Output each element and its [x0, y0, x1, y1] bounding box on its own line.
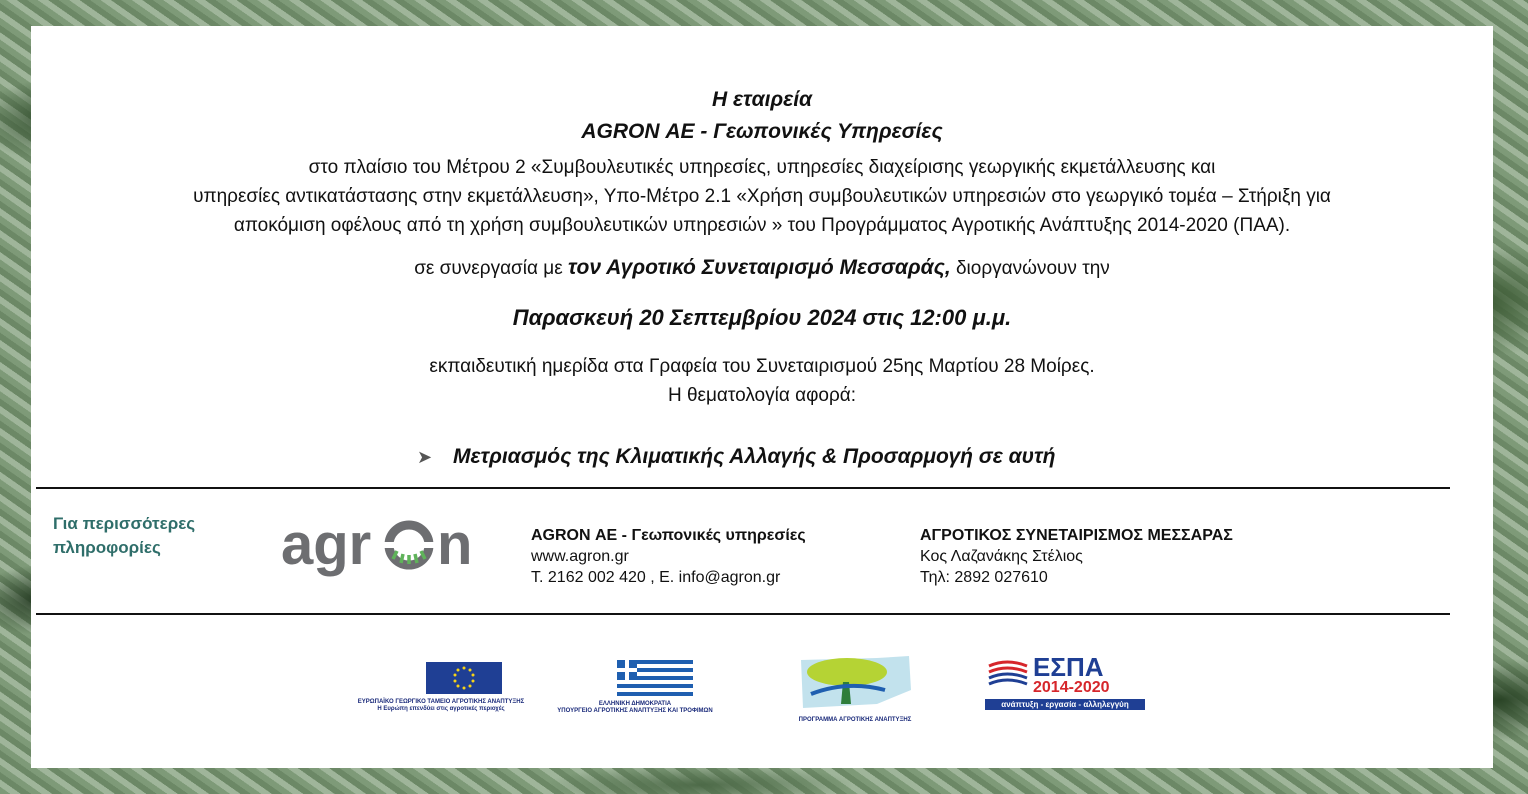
- intro-line-3: αποκόμιση οφέλους από τη χρήση συμβουλευτικών υπηρεσιών » του Προγράμματος Αγροτικής Ανάπτυξης 2014-2020 (ΠΑΑ).: [233, 215, 1291, 236]
- arrow-bullet-icon: ➤: [417, 447, 433, 467]
- more-info-line-2: πληροφορίες: [53, 538, 161, 557]
- gr-caption-1: ΕΛΛΗΝΙΚΗ ΔΗΜΟΚΡΑΤΙΑ: [598, 701, 672, 707]
- agron-contact: [531, 525, 806, 588]
- eu-caption-1: ΕΥΡΩΠΑΪΚΟ ΓΕΩΡΓΙΚΟ ΤΑΜΕΙΟ ΑΓΡΟΤΙΚΗΣ ΑΝΑΠΤΥΞΗΣ: [357, 699, 525, 705]
- coop-contact-title: ΑΓΡΟΤΙΚΟΣ ΣΥΝΕΤΑΙΡΙΣΜΟΣ ΜΕΣΣΑΡΑΣ: [920, 527, 1233, 544]
- invitation-card: [31, 26, 1493, 768]
- company-name: AGRON ΑΕ - Γεωπονικές Υπηρεσίες: [581, 120, 943, 143]
- topic-text: Μετριασμός της Κλιματικής Αλλαγής & Προσαρμογή σε αυτή: [453, 445, 1056, 468]
- eu-flag-icon: [426, 662, 502, 694]
- coop-contact: [920, 525, 1233, 588]
- greek-ministry-logo: [557, 654, 713, 715]
- divider-bottom: [36, 613, 1450, 615]
- agron-sun-icon: [383, 525, 435, 565]
- seminar-info: [31, 352, 1493, 410]
- eu-caption-2: Η Ευρώπη επενδύει στις αγροτικές περιοχές: [377, 706, 505, 712]
- espa-stripes-icon: [985, 660, 1029, 690]
- event-date: Παρασκευή 20 Σεπτεμβρίου 2024 στις 12:00 μ.μ.: [512, 305, 1012, 330]
- intro-line-1: στο πλαίσιο του Μέτρου 2 «Συμβουλευτικές υπηρεσίες, υπηρεσίες διαχείρισης γεωργικής εκμετάλλευσης και: [308, 157, 1216, 178]
- agron-contact-title: AGRON ΑΕ - Γεωπονικές υπηρεσίες: [531, 527, 806, 544]
- intro-paragraph: [31, 153, 1493, 240]
- paa-caption: ΠΡΟΓΡΑΜΜΑ ΑΓΡΟΤΙΚΗΣ ΑΝΑΠΤΥΞΗΣ: [798, 717, 912, 723]
- seminar-line-1: εκπαιδευτική ημερίδα στα Γραφεία του Συνεταιρισμού 25ης Μαρτίου 28 Μοίρες.: [429, 356, 1095, 377]
- espa-slogan: ανάπτυξη - εργασία - αλληλεγγύη: [985, 699, 1145, 710]
- seminar-line-2: Η θεματολογία αφορά:: [667, 385, 857, 406]
- espa-title: ΕΣΠΑ: [1033, 652, 1104, 682]
- cooperation-suffix: διοργανώνουν την: [955, 258, 1110, 279]
- more-info-label: [53, 512, 195, 560]
- intro-line-2: υπηρεσίες αντικατάστασης στην εκμετάλλευση», Υπο-Μέτρο 2.1 «Χρήση συμβουλευτικών υπηρεσιών στο γεωργικό τομέα – Στήριξη για: [193, 186, 1331, 207]
- paa-logo: [795, 654, 915, 724]
- agron-logo: [281, 512, 491, 582]
- agron-website-link[interactable]: www.agron.gr: [531, 548, 629, 565]
- agron-logo-text-left: agr: [281, 512, 372, 577]
- eu-logo: [357, 654, 525, 713]
- coop-contact-phone: Τηλ: 2892 027610: [920, 569, 1048, 586]
- gr-caption-2: ΥΠΟΥΡΓΕΙΟ ΑΓΡΟΤΙΚΗΣ ΑΝΑΠΤΥΞΗΣ ΚΑΙ ΤΡΟΦΙΜΩΝ: [557, 708, 713, 714]
- greek-flag-icon: [617, 660, 693, 696]
- divider-top: [36, 487, 1450, 489]
- espa-logo: [985, 654, 1145, 710]
- espa-years: 2014-2020: [1033, 679, 1110, 696]
- cooperation-prefix: σε συνεργασία με: [414, 258, 568, 279]
- agron-logo-text-right: n: [437, 512, 473, 577]
- cooperation-line: [31, 256, 1493, 280]
- topic-item: [417, 445, 1055, 469]
- company-label: Η εταιρεία: [711, 88, 813, 111]
- rural-development-program-icon: [797, 654, 913, 712]
- coop-contact-person: Κος Λαζανάκης Στέλιος: [920, 548, 1083, 565]
- funding-logos: [31, 654, 1493, 724]
- agron-phone-email: Τ. 2162 002 420 , Ε. info@agron.gr: [531, 569, 781, 586]
- cooperation-partner: τον Αγροτικό Συνεταιρισμό Μεσσαράς,: [567, 256, 951, 279]
- more-info-line-1: Για περισσότερες: [53, 514, 196, 533]
